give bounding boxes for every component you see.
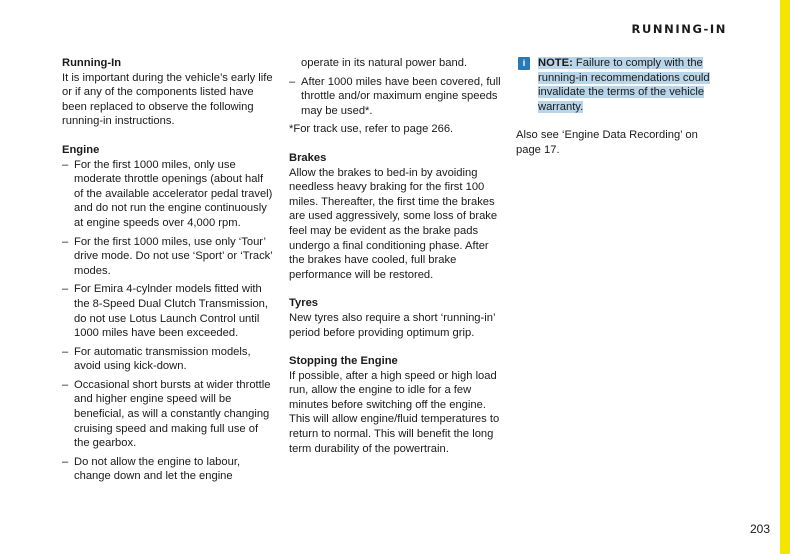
column-3 bbox=[516, 56, 724, 158]
see-also-text: Also see ‘Engine Data Recording’ on page 17. bbox=[516, 129, 698, 156]
section-title: RUNNING-IN bbox=[631, 22, 727, 36]
running-in-intro: It is important during the vehicle’s early life or if any of the components listed have been replaced to observe the following running-in instructions. bbox=[62, 71, 273, 128]
list-dash: – bbox=[62, 283, 69, 296]
list-item-text: Do not allow the engine to labour, change down and let the engine bbox=[74, 455, 241, 483]
list-dash: – bbox=[289, 75, 296, 88]
yellow-accent-bar bbox=[780, 0, 790, 554]
engine-heading: Engine bbox=[62, 143, 100, 156]
list-item-text: Occasional short bursts at wider throttle and higher engine speed will be beneficial, as will a constantly changing cruising speed and making full use of the gearbox. bbox=[74, 378, 271, 450]
list-item-text: For the first 1000 miles, use only ‘Tour’ drive mode. Do not use ‘Sport’ or ‘Track’ modes. bbox=[74, 235, 273, 277]
tyres-text: New tyres also require a short ‘running-in’ period before providing optimum grip. bbox=[289, 311, 496, 339]
brakes-text: Allow the brakes to bed-in by avoiding needless heavy braking for the first 100 miles. Thereafter, the first time the brakes are used aggressively, some loss of brake feel may be evident as the brake pads undergo a final conditioning phase. After the brakes have cooled, full brake performance will be restored. bbox=[289, 166, 498, 281]
stopping-engine-text: If possible, after a high speed or high load run, allow the engine to idle for a few minutes before switching off the engine. This will allow engine/fluid temperatures to return to normal. This will benefit the long term durability of the powertrain. bbox=[289, 369, 500, 455]
note-text-highlight bbox=[538, 57, 710, 113]
track-use-footnote: *For track use, refer to page 266. bbox=[289, 123, 454, 136]
column-2 bbox=[289, 56, 503, 456]
tyres-heading: Tyres bbox=[289, 297, 319, 310]
list-dash: – bbox=[62, 378, 69, 391]
list-item bbox=[62, 235, 274, 279]
list-item-text: For the first 1000 miles, only use moderate throttle openings (about half of the available accelerator pedal travel) and do not run the engine continuously at engine speeds over 4,000 rpm. bbox=[74, 158, 273, 229]
engine-list-continuation: operate in its natural power band. bbox=[301, 57, 468, 69]
list-dash: – bbox=[62, 158, 69, 171]
engine-list bbox=[62, 158, 274, 484]
list-item bbox=[62, 158, 274, 231]
list-dash: – bbox=[62, 345, 69, 358]
list-dash: – bbox=[62, 235, 69, 248]
note-body: Failure to comply with the running-in recommendations could invalidate the terms of the vehicle warranty. bbox=[538, 57, 710, 113]
list-item bbox=[62, 455, 274, 484]
list-item bbox=[62, 378, 274, 451]
note-box bbox=[516, 56, 724, 114]
info-book-icon: i bbox=[518, 57, 530, 70]
list-item bbox=[62, 282, 274, 340]
stopping-engine-heading: Stopping the Engine bbox=[289, 355, 398, 368]
engine-list-continued bbox=[289, 75, 503, 119]
page-number: 203 bbox=[749, 522, 770, 536]
list-item-text: For automatic transmission models, avoid using kick-down. bbox=[74, 345, 251, 373]
list-dash: – bbox=[62, 455, 69, 468]
brakes-heading: Brakes bbox=[289, 151, 327, 164]
list-item-text: After 1000 miles have been covered, full throttle and/or maximum engine speeds may be used*. bbox=[301, 75, 501, 117]
list-item bbox=[289, 75, 503, 119]
list-item bbox=[62, 345, 274, 374]
list-item-text: For Emira 4-cylnder models fitted with the 8-Speed Dual Clutch Transmission, do not use Lotus Launch Control until 1000 miles have been exceeded. bbox=[74, 283, 269, 340]
note-label: NOTE: bbox=[538, 57, 573, 69]
running-in-heading: Running-In bbox=[62, 57, 122, 69]
column-1 bbox=[62, 56, 274, 488]
